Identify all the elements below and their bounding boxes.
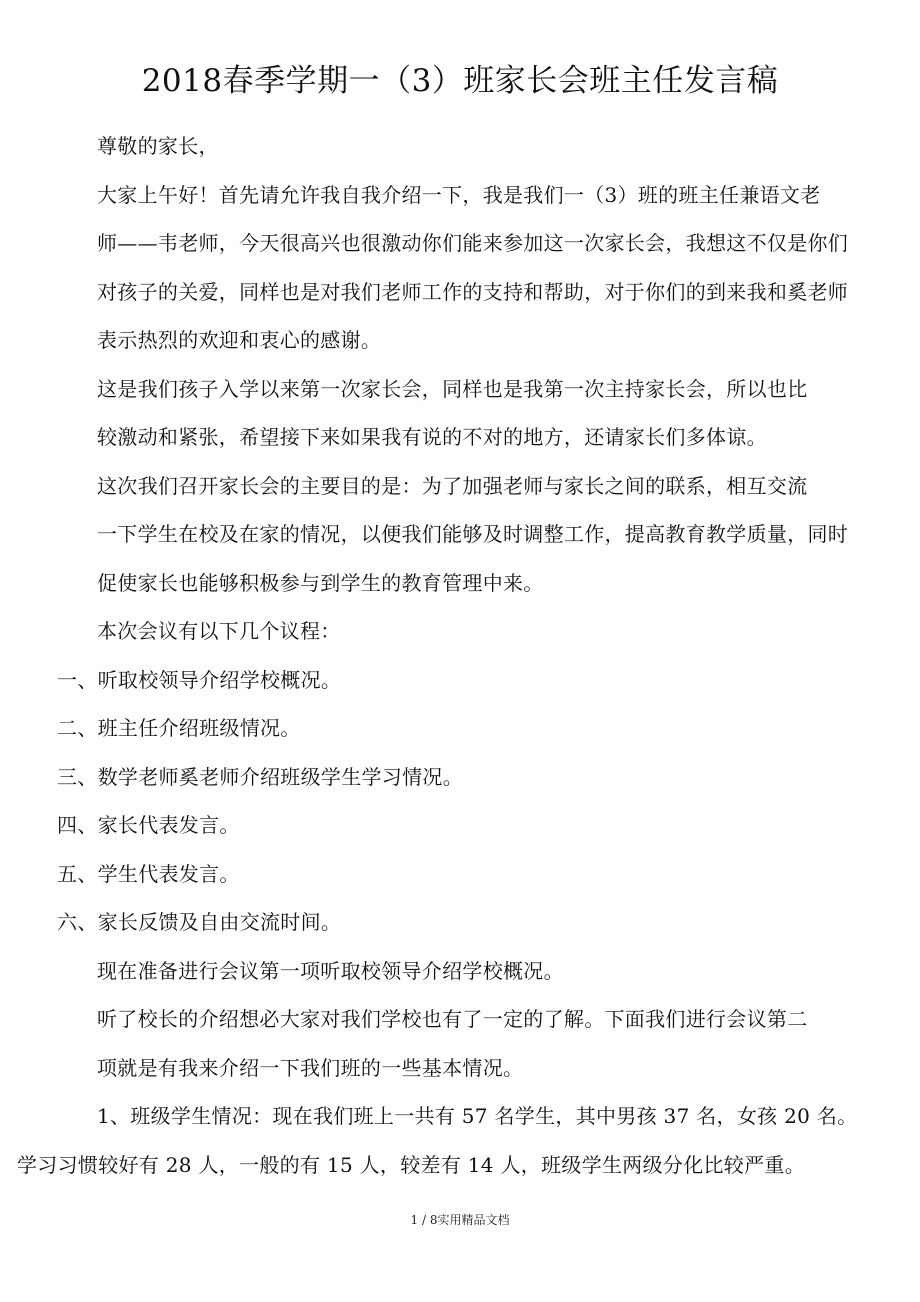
text-line: 师——韦老师，今天很高兴也很激动你们能来参加这一次家长会，我想这不仅是你们 bbox=[97, 231, 849, 255]
text-line: 一、听取校领导介绍学校概况。 bbox=[57, 667, 342, 692]
text-line: 二、班主任介绍班级情况。 bbox=[57, 716, 301, 740]
text-line: 听了校长的介绍想必大家对我们学校也有了一定的了解。下面我们进行会议第二 bbox=[97, 1007, 808, 1031]
text-line: 促使家长也能够积极参与到学生的教育管理中来。 bbox=[97, 570, 544, 595]
agenda-item-1 bbox=[57, 656, 867, 705]
paragraph-purpose bbox=[57, 462, 867, 608]
text-line: 表示热烈的欢迎和衷心的感谢。 bbox=[97, 328, 382, 352]
text-line: 六、家长反馈及自由交流时间。 bbox=[57, 910, 342, 934]
page-footer: 1 / 8实用精品文档 bbox=[410, 1213, 510, 1227]
agenda-item-6 bbox=[57, 898, 867, 947]
agenda-item-2 bbox=[57, 704, 867, 753]
agenda-item-3 bbox=[57, 753, 867, 802]
agenda-item-4 bbox=[57, 801, 867, 850]
text-line: 对孩子的关爱，同样也是对我们老师工作的支持和帮助，对于你们的到来我和奚老师 bbox=[97, 279, 849, 304]
text-line: 五、学生代表发言。 bbox=[57, 861, 240, 886]
text-line: 尊敬的家长， bbox=[97, 134, 219, 158]
paragraph-introduction bbox=[57, 171, 867, 365]
paragraph-first-meeting bbox=[57, 365, 867, 462]
text-line: 这是我们孩子入学以来第一次家长会，同样也是我第一次主持家长会，所以也比 bbox=[97, 376, 808, 401]
document-body bbox=[17, 122, 867, 1189]
text-line: 现在准备进行会议第一项听取校领导介绍学校概况。 bbox=[97, 958, 564, 983]
text-line: 1、班级学生情况：现在我们班上一共有 57 名学生，其中男孩 37 名，女孩 20 名。 bbox=[97, 1104, 858, 1128]
document-title: 2018春季学期一（3）班家长会班主任发言稿 bbox=[141, 63, 779, 99]
paragraph-second-item bbox=[57, 995, 867, 1092]
paragraph-agenda-intro bbox=[57, 607, 867, 656]
text-line: 学习习惯较好有 28 人，一般的有 15 人，较差有 14 人，班级学生两级分化比较严重。 bbox=[17, 1152, 805, 1177]
text-line: 四、家长代表发言。 bbox=[57, 813, 240, 837]
paragraph-greeting bbox=[57, 122, 867, 171]
text-line: 较激动和紧张，希望接下来如果我有说的不对的地方，还请家长们多体谅。 bbox=[97, 425, 767, 449]
text-line: 项就是有我来介绍一下我们班的一些基本情况。 bbox=[97, 1055, 524, 1080]
agenda-item-5 bbox=[57, 850, 867, 899]
paragraph-first-item bbox=[57, 947, 867, 996]
text-line: 这次我们召开家长会的主要目的是：为了加强老师与家长之间的联系，相互交流 bbox=[97, 473, 808, 498]
text-line: 一下学生在校及在家的情况，以便我们能够及时调整工作，提高教育教学质量，同时 bbox=[97, 522, 849, 546]
text-line: 三、数学老师奚老师介绍班级学生学习情况。 bbox=[57, 764, 463, 789]
text-line: 大家上午好！首先请允许我自我介绍一下，我是我们一（3）班的班主任兼语文老 bbox=[97, 182, 821, 207]
paragraph-class-students bbox=[17, 1092, 867, 1189]
text-line: 本次会议有以下几个议程： bbox=[97, 619, 341, 643]
